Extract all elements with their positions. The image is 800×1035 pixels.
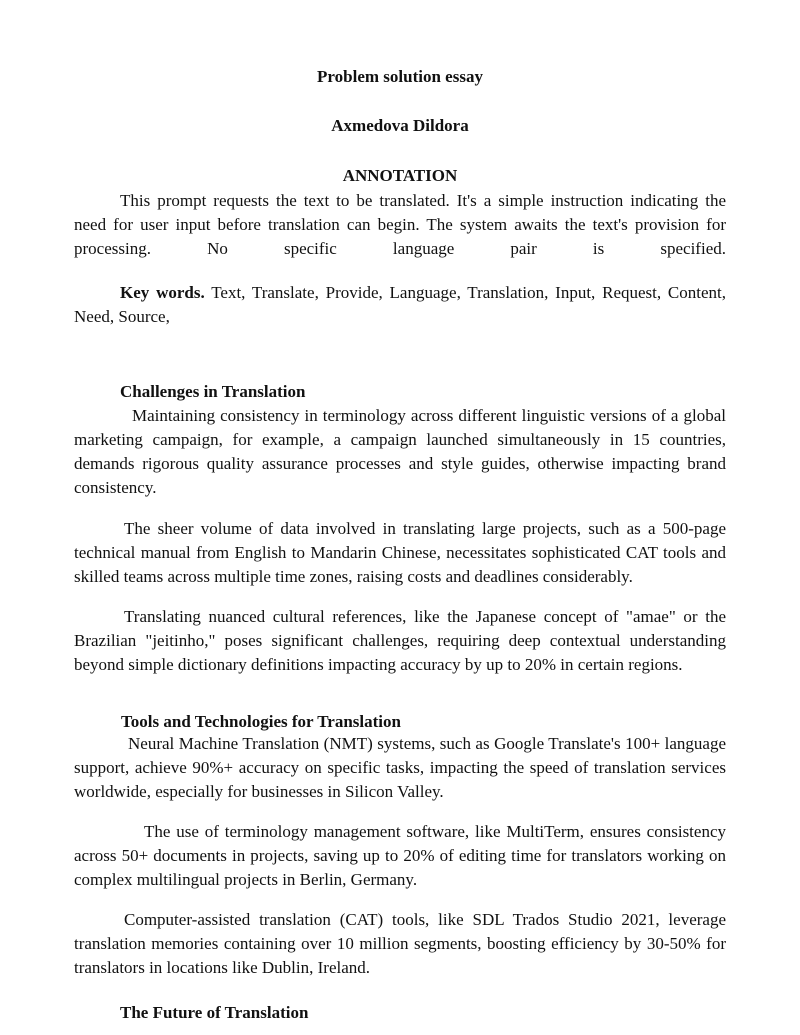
paragraph: Neural Machine Translation (NMT) systems, such as Google Translate's 100+ language support, achieve 90%+ accuracy on specific tasks, impacting the speed of translation services worldwide, especially for businesses in Silicon Valley. (74, 734, 726, 801)
keywords-label: Key words. (120, 283, 205, 302)
keywords-text: Text, Translate, Provide, Language, Translation, Input, Request, Content, Need, Source, (74, 283, 726, 326)
paragraph: Maintaining consistency in terminology across different linguistic versions of a global marketing campaign, for example, a campaign launched simultaneously in 15 countries, demands rigorous quality assurance processes and style guides, otherwise impacting brand consistency. (74, 406, 726, 497)
keywords-paragraph (74, 281, 726, 329)
section-heading-tools: Tools and Technologies for Translation (121, 712, 401, 731)
paragraph: Computer-assisted translation (CAT) tools, like SDL Trados Studio 2021, leverage translation memories containing over 10 million segments, boosting efficiency by 30-50% for translators in locations like Dublin, Ireland. (74, 910, 726, 977)
annotation-paragraph: This prompt requests the text to be translated. It's a simple instruction indicating the need for user input before translation can begin. The system awaits the text's provision for processing. No specific language pair is specified. (74, 191, 726, 258)
section-heading-future: The Future of Translation (120, 1003, 309, 1022)
paragraph: Translating nuanced cultural references, like the Japanese concept of "amae" or the Brazilian "jeitinho," poses significant challenges, requiring deep contextual understanding beyond simple dictionary definitions impacting accuracy by up to 20% in certain regions. (74, 607, 726, 674)
paragraph: The sheer volume of data involved in translating large projects, such as a 500-page technical manual from English to Mandarin Chinese, necessitates sophisticated CAT tools and skilled teams across multiple time zones, raising costs and deadlines considerably. (74, 519, 726, 586)
author-name: Axmedova Dildora (331, 116, 469, 135)
annotation-heading: ANNOTATION (342, 166, 458, 185)
essay-title: Problem solution essay (317, 67, 483, 86)
paragraph: The use of terminology management software, like MultiTerm, ensures consistency across 50+ documents in projects, saving up to 20% of editing time for translators working on complex multilingual projects in Berlin, Germany. (74, 822, 726, 889)
section-heading-challenges: Challenges in Translation (120, 382, 306, 401)
